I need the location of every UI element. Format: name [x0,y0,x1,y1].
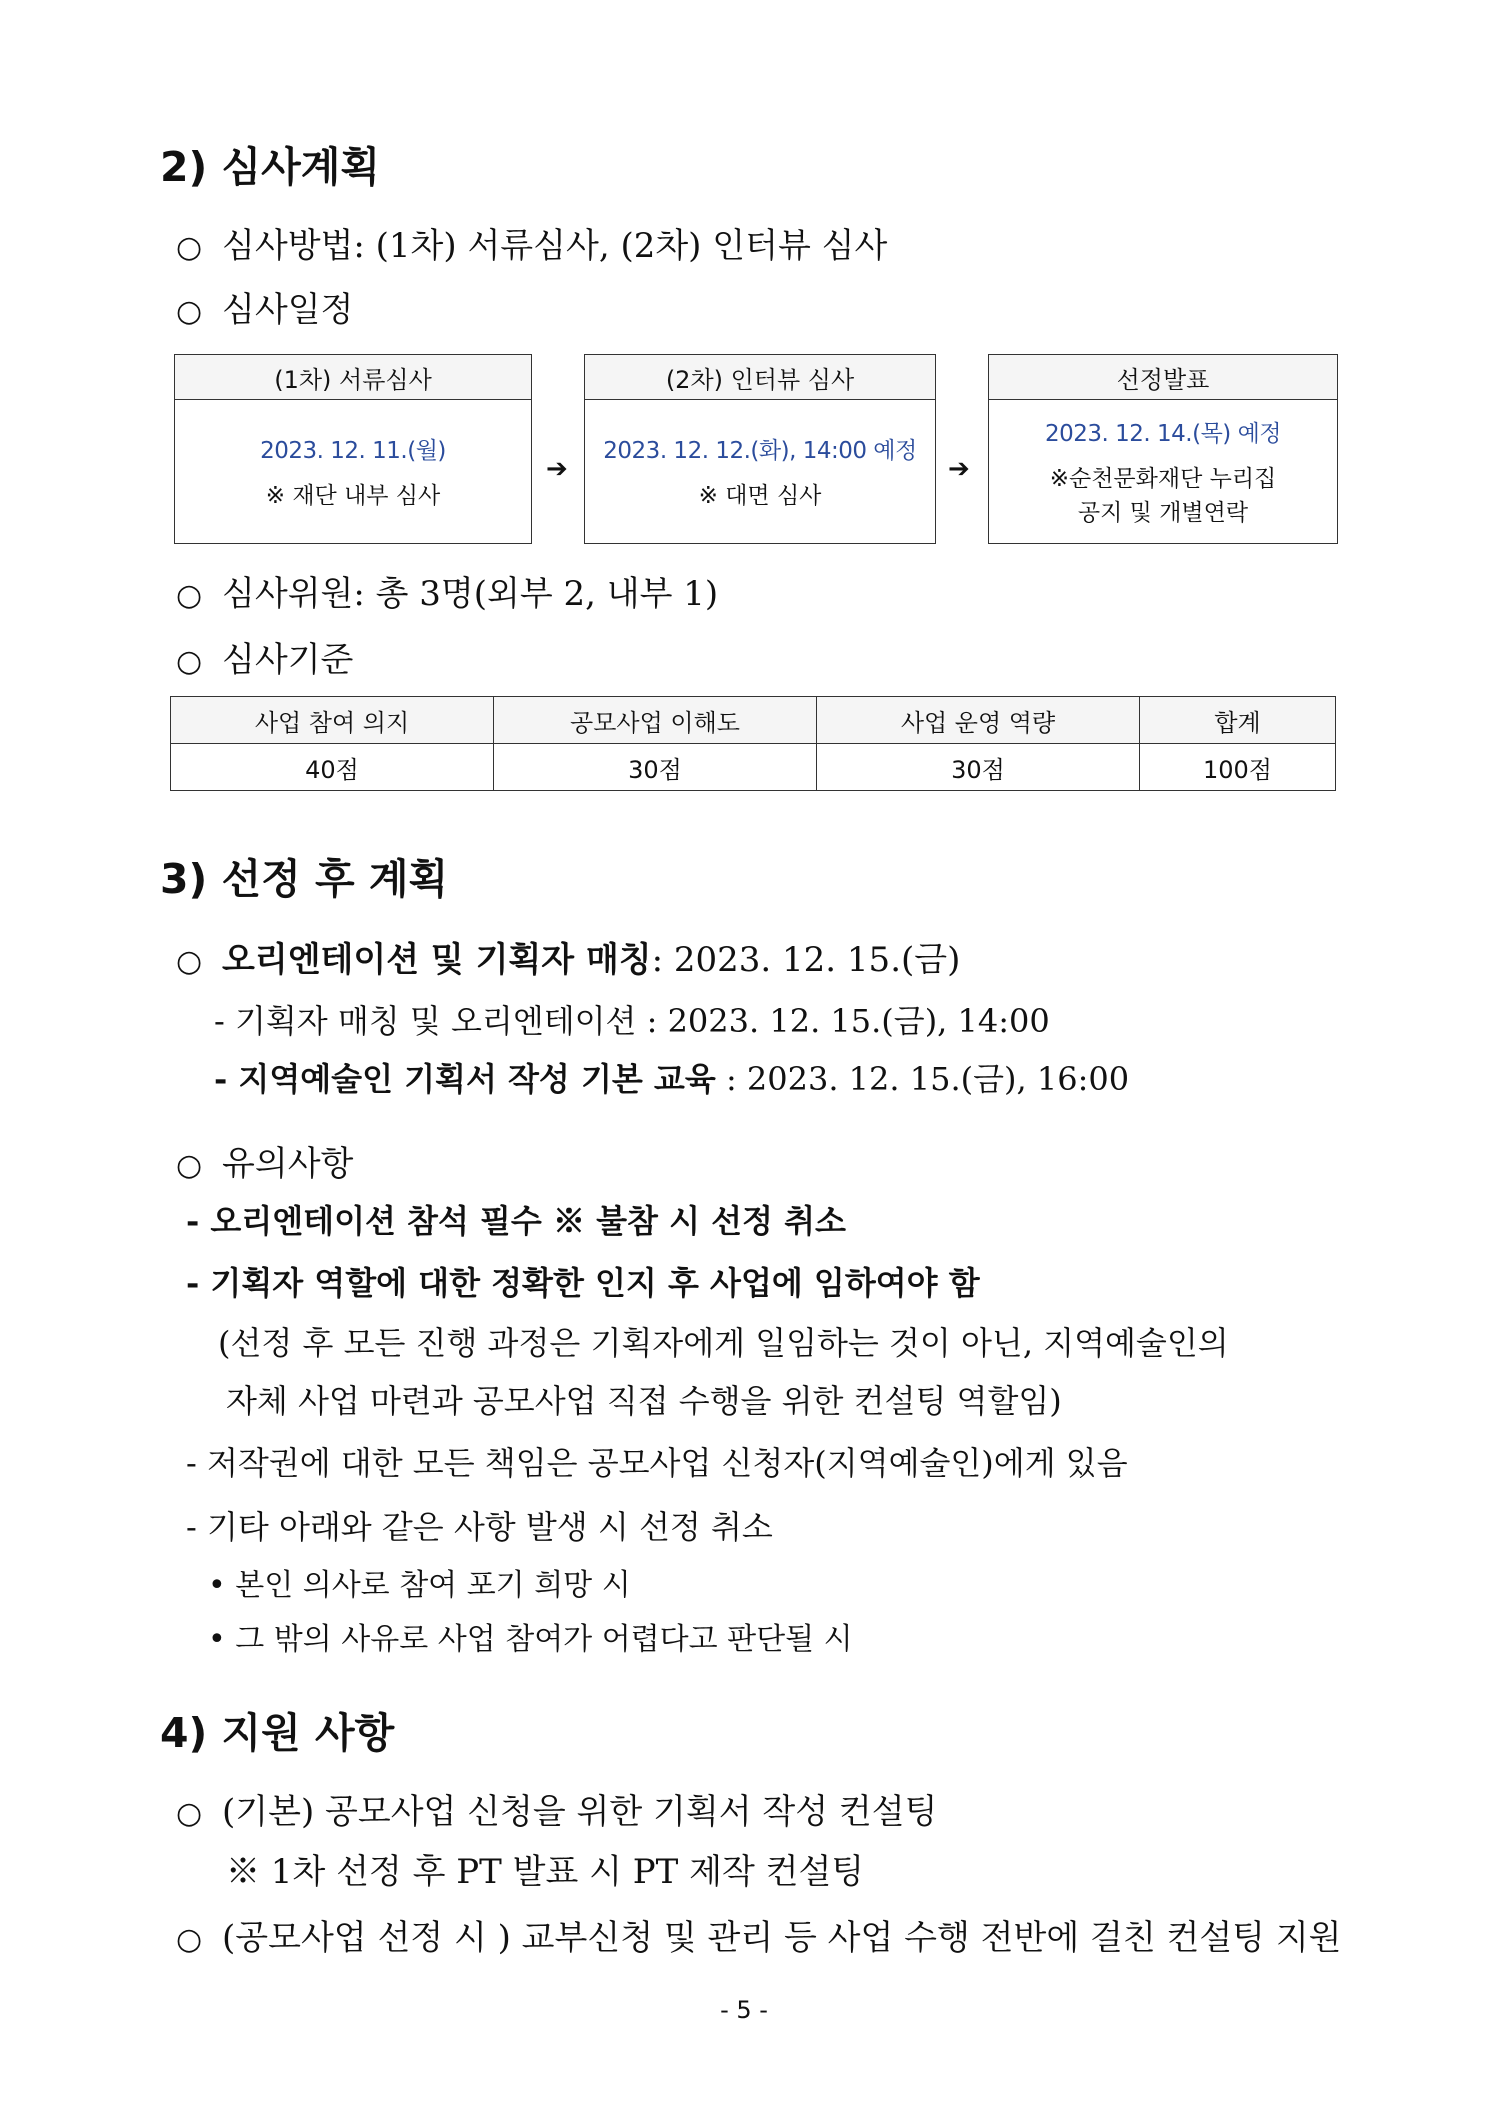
arrow-right-icon: ➔ [948,454,970,484]
criteria-table [170,696,1336,791]
table-row [171,744,1336,791]
review-method [176,218,887,267]
flow-step-3-note-2: 공지 및 개별연락 [1077,499,1249,526]
criteria-header: 공모사업 이해도 [494,697,817,744]
flow-step-3-note-1: ※순천문화재단 누리집 [1049,465,1277,492]
flow-step-1-date: 2023. 12. 11.(월) [260,437,446,464]
orientation-date: : 2023. 12. 15.(금) [651,940,961,980]
note-2-detail-2: 자체 사업 마련과 공모사업 직접 수행을 위한 컨설팅 역할임) [226,1382,1062,1420]
notes-heading [176,1136,353,1185]
flow-step-1-header: (1차) 서류심사 [175,355,531,400]
circle-bullet-icon: ○ [176,944,203,979]
note-2-detail-1: (선정 후 모든 진행 과정은 기획자에게 일임하는 것이 아닌, 지역예술인의 [218,1324,1229,1362]
orientation-sub-1: - 기획자 매칭 및 오리엔테이션 : 2023. 12. 15.(금), 14:00 [214,1002,1050,1040]
circle-bullet-icon: ○ [176,1796,203,1831]
flow-step-1 [174,354,532,544]
section-2-title: 2) 심사계획 [160,143,380,191]
criteria-score: 100점 [1140,744,1336,791]
support-item-1-note: ※ 1차 선정 후 PT 발표 시 PT 제작 컨설팅 [226,1852,865,1892]
circle-bullet-icon: ○ [176,578,203,613]
review-committee [176,566,718,615]
note-4-bullet-1: • 본인 의사로 참여 포기 희망 시 [208,1568,631,1603]
flow-step-3 [988,354,1338,544]
section-4-title: 4) 지원 사항 [160,1709,395,1757]
support-item-1 [176,1784,937,1833]
support-item-1-text: (기본) 공모사업 신청을 위한 기획서 작성 컨설팅 [222,1792,938,1832]
circle-bullet-icon: ○ [176,230,203,265]
review-schedule-heading [176,282,353,331]
circle-bullet-icon: ○ [176,294,203,329]
criteria-score: 40점 [171,744,494,791]
support-item-2-text: (공모사업 선정 시 ) 교부신청 및 관리 등 사업 수행 전반에 걸친 컨설팅 지원 [222,1918,1342,1958]
flow-step-3-date: 2023. 12. 14.(목) 예정 [1044,420,1282,447]
criteria-header: 합계 [1140,697,1336,744]
circle-bullet-icon: ○ [176,644,203,679]
review-criteria-title: 심사기준 [222,640,354,680]
note-2: - 기획자 역할에 대한 정확한 인지 후 사업에 임하여야 함 [186,1264,980,1302]
review-committee-text: 심사위원: 총 3명(외부 2, 내부 1) [222,574,719,614]
review-criteria-heading [176,632,353,681]
orientation-item [176,932,960,981]
orientation-sub-2-date: : 2023. 12. 15.(금), 16:00 [715,1060,1130,1098]
note-1: - 오리엔테이션 참석 필수 ※ 불참 시 선정 취소 [186,1202,846,1240]
flow-step-2-date: 2023. 12. 12.(화), 14:00 예정 [603,437,917,464]
criteria-score: 30점 [817,744,1140,791]
arrow-right-icon: ➔ [546,454,568,484]
review-method-text: 심사방법: (1차) 서류심사, (2차) 인터뷰 심사 [222,226,888,266]
criteria-score: 30점 [494,744,817,791]
criteria-header: 사업 운영 역량 [817,697,1140,744]
note-4-bullet-2: • 그 밖의 사유로 사업 참여가 어렵다고 판단될 시 [208,1622,853,1657]
flow-step-3-header: 선정발표 [989,355,1337,400]
flow-step-2-note: ※ 대면 심사 [698,482,822,509]
orientation-sub-2 [214,1054,1129,1100]
note-4: - 기타 아래와 같은 사항 발생 시 선정 취소 [186,1508,773,1546]
page-number: - 5 - [720,1996,768,2024]
flow-step-2 [584,354,936,544]
section-3-title: 3) 선정 후 계획 [160,855,449,903]
flow-step-1-note: ※ 재단 내부 심사 [265,482,441,509]
notes-title: 유의사항 [222,1144,354,1184]
orientation-sub-2-label: - 지역예술인 기획서 작성 기본 교육 [214,1060,716,1098]
circle-bullet-icon: ○ [176,1922,203,1957]
orientation-label: 오리엔테이션 및 기획자 매칭 [222,940,652,980]
table-row [171,697,1336,744]
flow-step-2-header: (2차) 인터뷰 심사 [585,355,935,400]
support-item-2 [176,1910,1342,1959]
review-schedule-title: 심사일정 [222,290,354,330]
criteria-header: 사업 참여 의지 [171,697,494,744]
note-3: - 저작권에 대한 모든 책임은 공모사업 신청자(지역예술인)에게 있음 [186,1444,1128,1482]
circle-bullet-icon: ○ [176,1148,203,1183]
